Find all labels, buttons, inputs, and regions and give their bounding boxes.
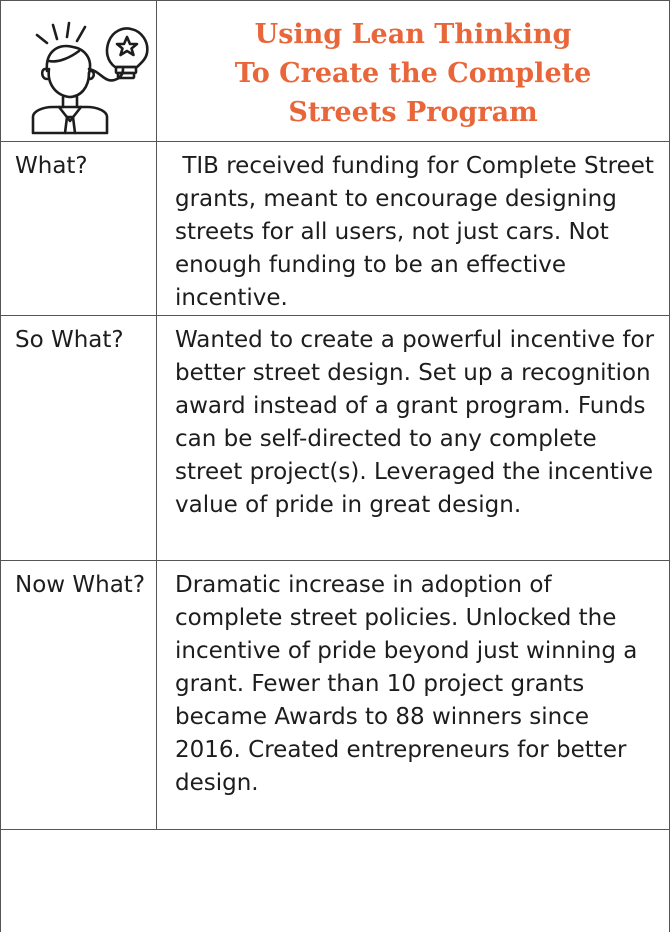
title-line-2: To Create the Complete bbox=[234, 57, 592, 89]
page-title bbox=[177, 15, 649, 132]
title-cell bbox=[157, 1, 670, 142]
row-text-what: TIB received funding for Complete Street grants, meant to encourage designing streets for all users, not just cars. Not enough funding to be an effective incentive. bbox=[157, 142, 670, 316]
row-text-so-what: Wanted to create a powerful incentive for better street design. Set up a recognition award instead of a grant program. Funds can be self-directed to any complete street project(s). Leveraged the incentive value of pride in great design. bbox=[157, 316, 670, 561]
table-row bbox=[1, 316, 670, 561]
title-line-1: Using Lean Thinking bbox=[254, 18, 572, 50]
row-label-so-what: So What? bbox=[1, 316, 157, 561]
table-row bbox=[1, 561, 670, 830]
title-line-3: Streets Program bbox=[288, 96, 538, 128]
table-row bbox=[1, 142, 670, 316]
row-text-now-what: Dramatic increase in adoption of complete street policies. Unlocked the incentive of pride beyond just winning a grant. Fewer than 10 project grants became Awards to 88 winners since 2016. Created entrepreneurs for better design. bbox=[157, 561, 670, 830]
row-label-now-what: Now What? bbox=[1, 561, 157, 830]
row-label-what: What? bbox=[1, 142, 157, 316]
person-lightbulb-star-icon bbox=[23, 13, 153, 135]
icon-cell bbox=[1, 1, 157, 142]
header-row bbox=[1, 1, 670, 142]
